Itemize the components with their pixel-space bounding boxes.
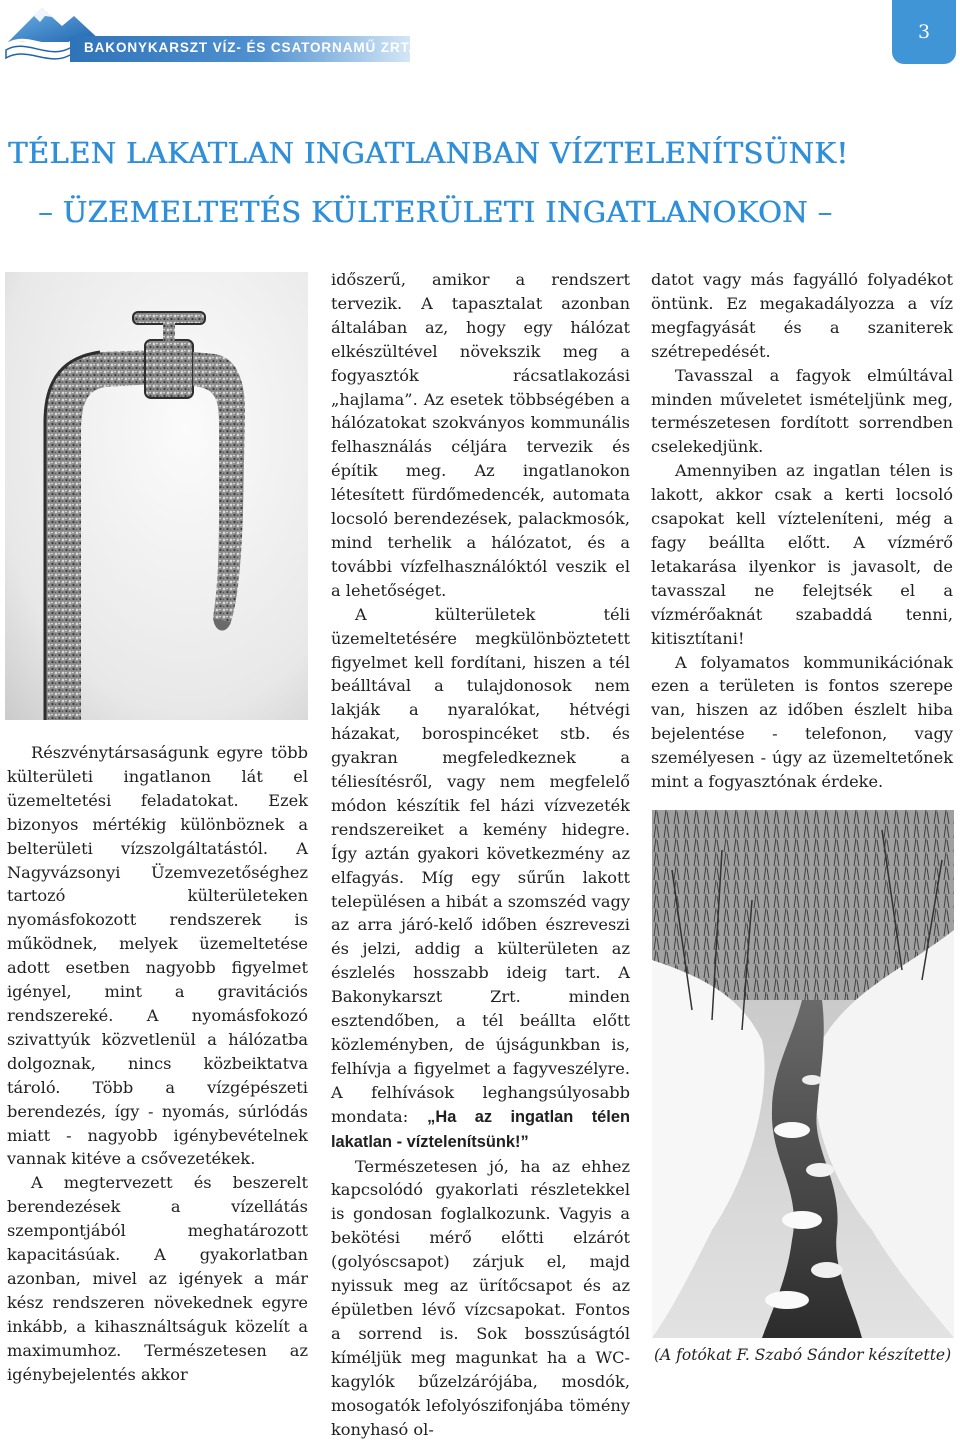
paragraph-with-slogan — [331, 603, 630, 1155]
article-column-3 — [651, 268, 953, 794]
article-column-1 — [7, 741, 308, 1386]
paragraph: datot vagy más fagyálló folyadékot öntünk. Ez megakadályozza a víz megfagyását és a szaniterek szétrepedését. — [651, 270, 953, 361]
page-number-badge: 3 — [892, 0, 956, 64]
photo-caption: (A fotókat F. Szabó Sándor készítette) — [654, 1346, 952, 1364]
frozen-faucet-photo — [5, 272, 308, 720]
page-header — [0, 0, 960, 72]
article-column-2 — [331, 268, 630, 1441]
paragraph: Részvénytársaságunk egyre több külterületi ingatlanon lát el üzemeltetési feladatokat. Ezek bizonyos mértékig különböznek a belterületi vízszolgáltatástól. A Nagyvázsonyi Üzemvezetőséghez tartozó külterületeken nyomásfokozott rendszerek is működnek, melyek üzemeltetése adott esetben nagyobb figyelmet igényel, mint a gravitációs rendszereké. A nyomásfokozó szivattyúk közvetlenül a hálózatba dolgoznak, nincs közbeiktatva tároló. Több a vízgépészeti berendezés, így - nyomás, súrlódás miatt - nagyobb igénybevételnek vannak kitéve a csővezetékek. — [7, 743, 308, 1169]
snowy-stream-photo — [652, 810, 954, 1338]
article-subtitle: – ÜZEMELTETÉS KÜLTERÜLETI INGATLANOKON – — [38, 195, 833, 229]
paragraph: A megtervezett és beszerelt berendezések a vízellátás szempontjából meghatározott kapacitásúak. A gyakorlatban azonban, mivel az igények a már kész rendszeren növekednek egyre inkább, a kihasználtságuk közelít a maximumhoz. Természetesen az igénybejelentés akkor — [7, 1173, 308, 1384]
paragraph: A külterületek téli üzemeltetésére megkülönböztetett figyelmet kell fordítani, hiszen a tél beálltával a tulajdonosok nem lakják a nyaralókat, hétvégi házakat, borospincéket stb. és gyakran megfeledkeznek a téliesítésről, vagy nem megfelelő módon készítik fel házi vízvezeték rendszereiket a kemény hidegre. Így aztán gyakori következmény az elfagyás. Míg egy sűrűn lakott településen a hibát a szomszéd vagy az arra járó-kelő időben észreveszi és jelzi, addig a külterületen az észlelés hosszabb ideig tart. A Bakonykarszt Zrt. minden esztendőben, a tél beállta előtt közleményben, de újságunkban is, felhívja a figyelmet a fagyveszélyre. A felhívások leghangsúlyosabb mondata: — [331, 604, 630, 1126]
paragraph: Amennyiben az ingatlan télen is lakott, akkor csak a kerti locsoló csapokat kell vízteleníteni, még a fagy beállta előtt. A vízmérő letakarása ilyenkor is javasolt, de tavasszal ne felejtsék el a vízmérőaknát szabaddá tenni, kitisztítani! — [651, 461, 953, 648]
slogan: „Ha az ingatlan télen lakatlan - víztelenítsünk!” — [331, 1107, 630, 1151]
paragraph: Tavasszal a fagyok elmúltával minden műveletet ismételjünk meg, természetesen fordított sorrendben cselekedjünk. — [651, 365, 953, 457]
paragraph: időszerű, amikor a rendszert tervezik. A tapasztalat azonban általában az, hogy egy hálózat elkészültével növekszik meg a fogyasztók rácsatlakozási „hajlama”. Az esetek többségében a hálózatokat szokványos kommunális felhasználás céljára tervezik és építik meg. Az ingatlanokon létesített fürdőmedencék, automata locsoló berendezések, palackmosók, mind terhelik a hálózatot, és a további vízfelhasználóktól veszik el a lehetőséget. — [331, 270, 630, 600]
paragraph: Természetesen jó, ha az ehhez kapcsolódó gyakorlati részletekkel is gondosan foglalkozunk. Vagyis a bekötési mérő előtti elzárót (golyóscsapot) zárjuk el, majd nyissuk meg az ürítőcsapot és az épületben lévő vízcsapokat. Fontos a sorrend is. Sok bosszúságtól kíméljük meg magunkat ha a WC-kagylók bűzelzárójába, mosdók, mosogatók lefolyószifonjába tömény konyhasó ol- — [331, 1156, 630, 1439]
company-name: BAKONYKARSZT VÍZ- ÉS CSATORNAMŰ ZRT. — [84, 40, 413, 55]
article-title: TÉLEN LAKATLAN INGATLANBAN VÍZTELENÍTSÜNK! — [8, 136, 849, 170]
paragraph: A folyamatos kommunikációnak ezen a területen is fontos szerepe van, hiszen az időben észlelt hiba bejelentése - telefonon, vagy személyesen - úgy az üzemeltetőnek mint a fogyasztónak érdeke. — [651, 652, 953, 792]
